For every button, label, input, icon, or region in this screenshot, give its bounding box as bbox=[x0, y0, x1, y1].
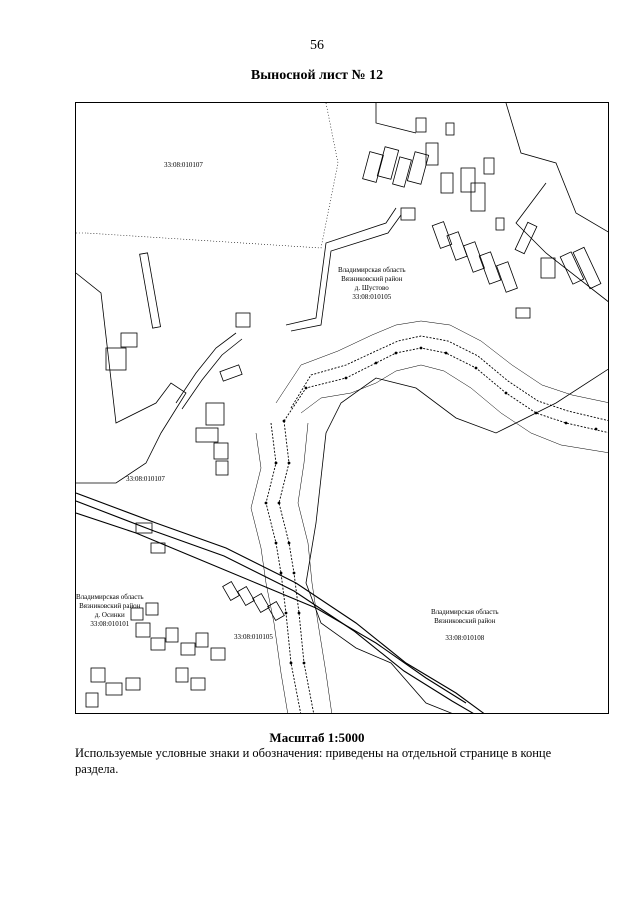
settlement-label-shustovo bbox=[338, 266, 406, 302]
map-scale: Масштаб 1:5000 bbox=[269, 730, 365, 745]
parcel-number-label: 33:08:010101 bbox=[90, 620, 130, 628]
district-label: Вязниковский район bbox=[79, 602, 141, 610]
settlement-label-osinki bbox=[76, 593, 144, 629]
parcel-number-label: 33:08:010108 bbox=[445, 634, 485, 642]
legend-note: Используемые условные знаки и обозначения: приведены на отдельной странице в конце раздела. bbox=[75, 746, 552, 776]
map-drawing bbox=[76, 103, 609, 714]
region-label: Владимирская область bbox=[338, 266, 406, 274]
village-label: д. Осинки bbox=[94, 611, 125, 619]
district-label: Вязниковский район bbox=[434, 617, 496, 625]
region-label: Владимирская область bbox=[431, 608, 499, 616]
village-label: д. Шустово bbox=[354, 284, 389, 292]
parcel-number-label: 33:08:010107 bbox=[126, 475, 165, 483]
parcel-number-label: 33:08:010107 bbox=[164, 161, 203, 169]
page-number: 56 bbox=[310, 38, 324, 53]
sheet-title: Выносной лист № 12 bbox=[250, 68, 384, 83]
region-label: Владимирская область bbox=[76, 593, 144, 601]
parcel-number-label: 33:08:010105 bbox=[352, 293, 392, 301]
cadastral-map[interactable] bbox=[75, 102, 609, 714]
district-label: Вязниковский район bbox=[341, 275, 403, 283]
region-label-right bbox=[431, 608, 499, 643]
parcel-number-label: 33:08:010105 bbox=[234, 633, 273, 641]
